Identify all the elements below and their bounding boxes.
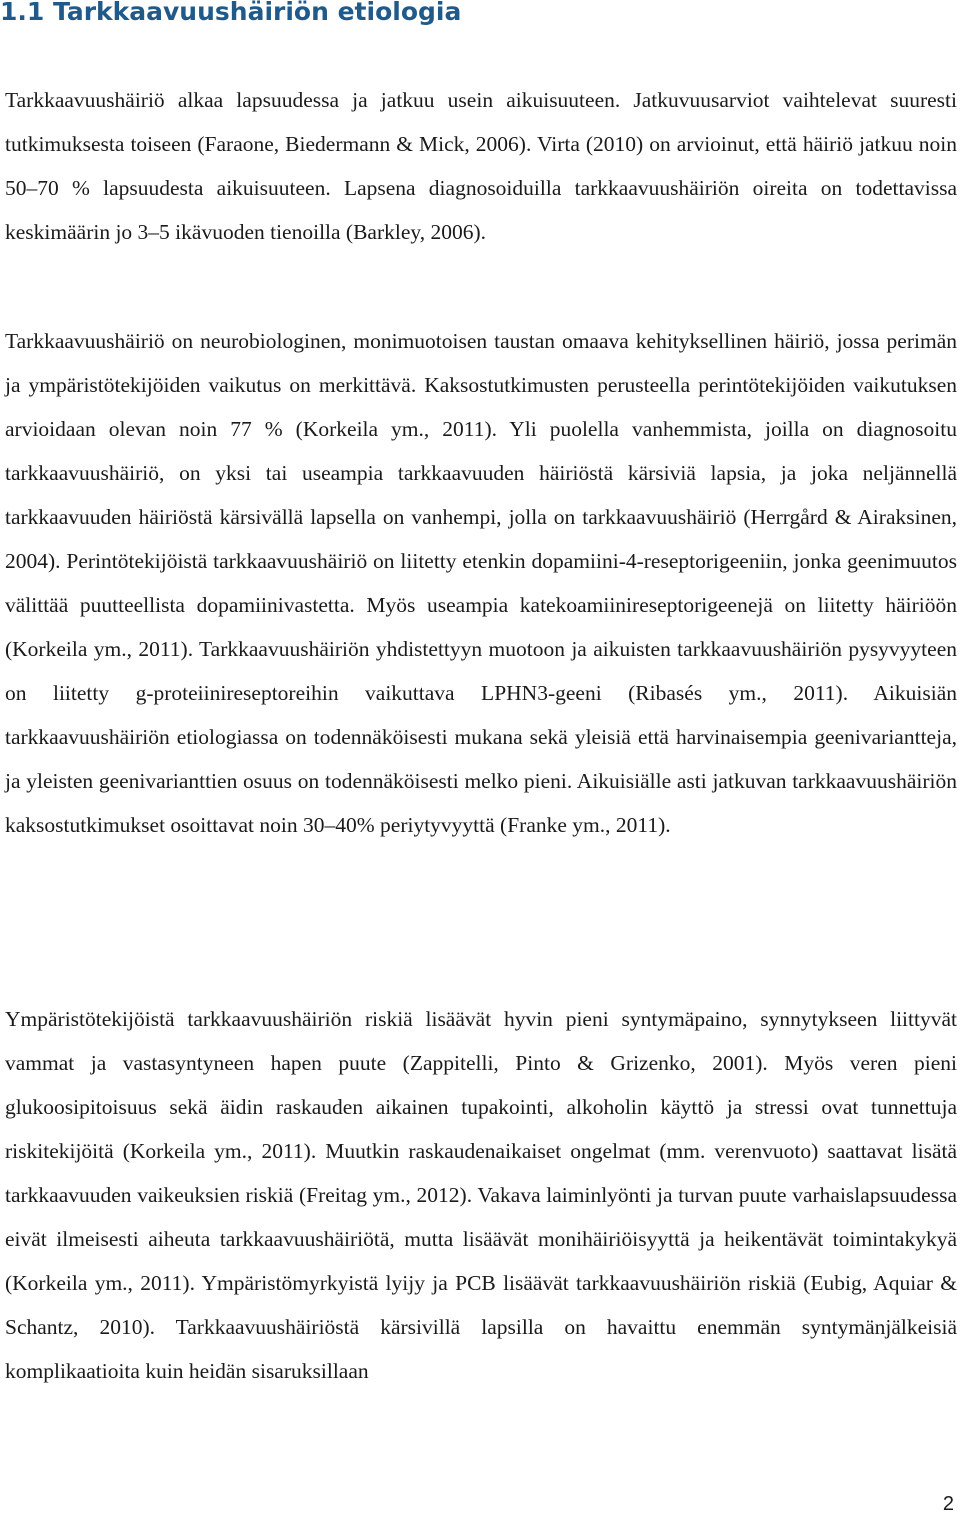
paragraph-genetics: Tarkkaavuushäiriö on neurobiologinen, monimuotoisen taustan omaava kehityksellinen häiriö, jossa perimän ja ympäristötekijöiden vaikutus on merkittävä. Kaksostutkimusten perusteella perintötekijöiden vaikutuksen arvioidaan olevan noin 77 % (Korkeila ym., 2011). Yli puolella vanhemmista, joilla on diagnosoitu tarkkaavuushäiriö, on yksi tai useampia tarkkaavuuden häiriöstä kärsiviä lapsia, ja joka neljännellä tarkkaavuuden häiriöstä kärsivällä lapsella on vanhempi, jolla on tarkkaavuushäiriö (Herrgård & Airaksinen, 2004). Perintötekijöistä tarkkaavuushäiriö on liitetty etenkin dopamiini-4-reseptorigeeniin, jonka geenimuutos välittää puutteellista dopamiinivastetta. Myös useampia katekoamiinireseptorigeenejä on liitetty häiriöön (Korkeila ym., 2011). Tarkkaavuushäiriön yhdistettyyn muotoon ja aikuisten tarkkaavuushäiriön pysyvyyteen on liitetty g-proteiinireseptoreihin vaikuttava LPHN3-geeni (Ribasés ym., 2011). Aikuisiän tarkkaavuushäiriön etiologiassa on todennäköisesti mukana sekä yleisiä että harvinaisempia geenivariantteja, ja yleisten geenivarianttien osuus on todennäköisesti melko pieni. Aikuisiälle asti jatkuvan tarkkaavuushäiriön kaksostutkimukset osoittavat noin 30–40% periytyvyyttä (Franke ym., 2011).: [5, 329, 957, 837]
paragraph-environment: Ympäristötekijöistä tarkkaavuushäiriön riskiä lisäävät hyvin pieni syntymäpaino, synnytykseen liittyvät vammat ja vastasyntyneen hapen puute (Zappitelli, Pinto & Grizenko, 2001). Myös veren pieni glukoosipitoisuus sekä äidin raskauden aikainen tupakointi, alkoholin käyttö ja stressi ovat tunnettuja riskitekijöitä (Korkeila ym., 2011). Muutkin raskaudenaikaiset ongelmat (mm. verenvuoto) saattavat lisätä tarkkaavuuden vaikeuksien riskiä (Freitag ym., 2012). Vakava laiminlyönti ja turvan puute varhaislapsuudessa eivät ilmeisesti aiheuta tarkkaavuushäiriötä, mutta lisäävät monihäiriöisyyttä ja heikentävät toimintakykyä (Korkeila ym., 2011). Ympäristömyrkyistä lyijy ja PCB lisäävät tarkkaavuushäiriön riskiä (Eubig, Aquiar & Schantz, 2010). Tarkkaavuushäiriöstä kärsivillä lapsilla on havaittu enemmän syntymänjälkeisiä komplikaatioita kuin heidän sisaruksillaan: [5, 1007, 957, 1383]
paragraph-continuity: Tarkkaavuushäiriö alkaa lapsuudessa ja jatkuu usein aikuisuuteen. Jatkuvuusarviot vaihtelevat suuresti tutkimuksesta toiseen (Faraone, Biedermann & Mick, 2006). Virta (2010) on arvioinut, että häiriö jatkuu noin 50–70 % lapsuudesta aikuisuuteen. Lapsena diagnosoiduilla tarkkaavuushäiriön oireita on todettavissa keskimäärin jo 3–5 ikävuoden tienoilla (Barkley, 2006).: [5, 88, 957, 244]
section-heading: 1.1 Tarkkaavuushäiriön etiologia: [0, 0, 462, 26]
page-number: 2: [942, 1493, 954, 1515]
